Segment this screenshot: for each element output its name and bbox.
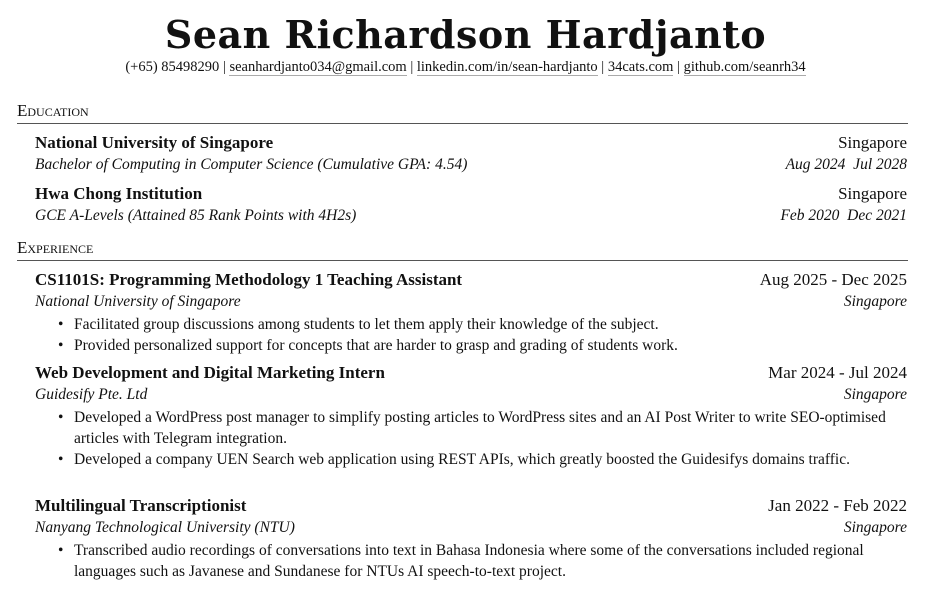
bullet: • Transcribed audio recordings of conversations into text in Bahasa Indonesia where some of the conversations included regional languages such as Javanese and Sundanese for NTUs AI speech-to-text project. [58,540,908,582]
dates: Aug 2025 - Dec 2025 [759,270,907,289]
organization: Guidesify Pte. Ltd [35,386,148,403]
organization: National University of Singapore [35,293,241,310]
dates: Jan 2022 - Feb 2022 [768,496,907,515]
phone: (+65) 85498290 [125,59,220,75]
bullet-list [58,314,908,356]
separator: | [673,59,684,75]
linkedin-link[interactable]: linkedin.com/in/sean-hardjanto [416,59,598,75]
bullet: • Provided personalized support for concepts that are harder to grasp and grading of students work. [58,335,908,356]
experience-entry [35,363,907,383]
experience-details [35,519,907,537]
location: Singapore [838,133,907,152]
separator: | [597,59,608,75]
education-entry [35,184,907,204]
bullet: • Developed a WordPress post manager to simplify posting articles to WordPress sites and an AI Post Writer to write SEO-optimised articles with Telegram integration. [58,407,908,449]
education-details [35,156,907,174]
school: Hwa Chong Institution [35,184,203,203]
education-details [35,207,907,225]
organization: Nanyang Technological University (NTU) [35,519,295,536]
experience-details [35,386,907,404]
role: Multilingual Transcriptionist [35,496,247,515]
bullet: • Facilitated group discussions among students to let them apply their knowledge of the subject. [58,314,908,335]
separator: | [406,59,417,75]
experience-entry [35,496,907,516]
degree: Bachelor of Computing in Computer Science (Cumulative GPA: 4.54) [35,156,468,173]
dates: Aug 2024 Jul 2028 [785,156,907,173]
bullet-list [58,540,908,582]
dates: Feb 2020 Dec 2021 [780,207,907,224]
section-experience-heading: Experience [17,238,908,261]
github-link[interactable]: github.com/seanrh34 [683,59,806,75]
bullet-list [58,407,908,470]
email-link[interactable]: seanhardjanto034@gmail.com [229,59,407,75]
resume-name: Sean Richardson Hardjanto [164,12,767,57]
experience-entry [35,270,907,290]
separator: | [219,59,230,75]
role: CS1101S: Programming Methodology 1 Teaching Assistant [35,270,463,289]
education-entry [35,133,907,153]
location: Singapore [838,184,907,203]
location: Singapore [843,386,907,403]
bullet: • Developed a company UEN Search web application using REST APIs, which greatly boosted the Guidesifys domains traffic. [58,449,908,470]
experience-details [35,293,907,311]
dates: Mar 2024 - Jul 2024 [768,363,907,382]
website-link[interactable]: 34cats.com [607,59,674,75]
contact-line [0,59,931,76]
location: Singapore [843,519,907,536]
location: Singapore [843,293,907,310]
degree: GCE A-Levels (Attained 85 Rank Points with 4H2s) [35,207,357,224]
section-education-heading: Education [17,101,908,124]
role: Web Development and Digital Marketing Intern [35,363,385,382]
school: National University of Singapore [35,133,274,152]
